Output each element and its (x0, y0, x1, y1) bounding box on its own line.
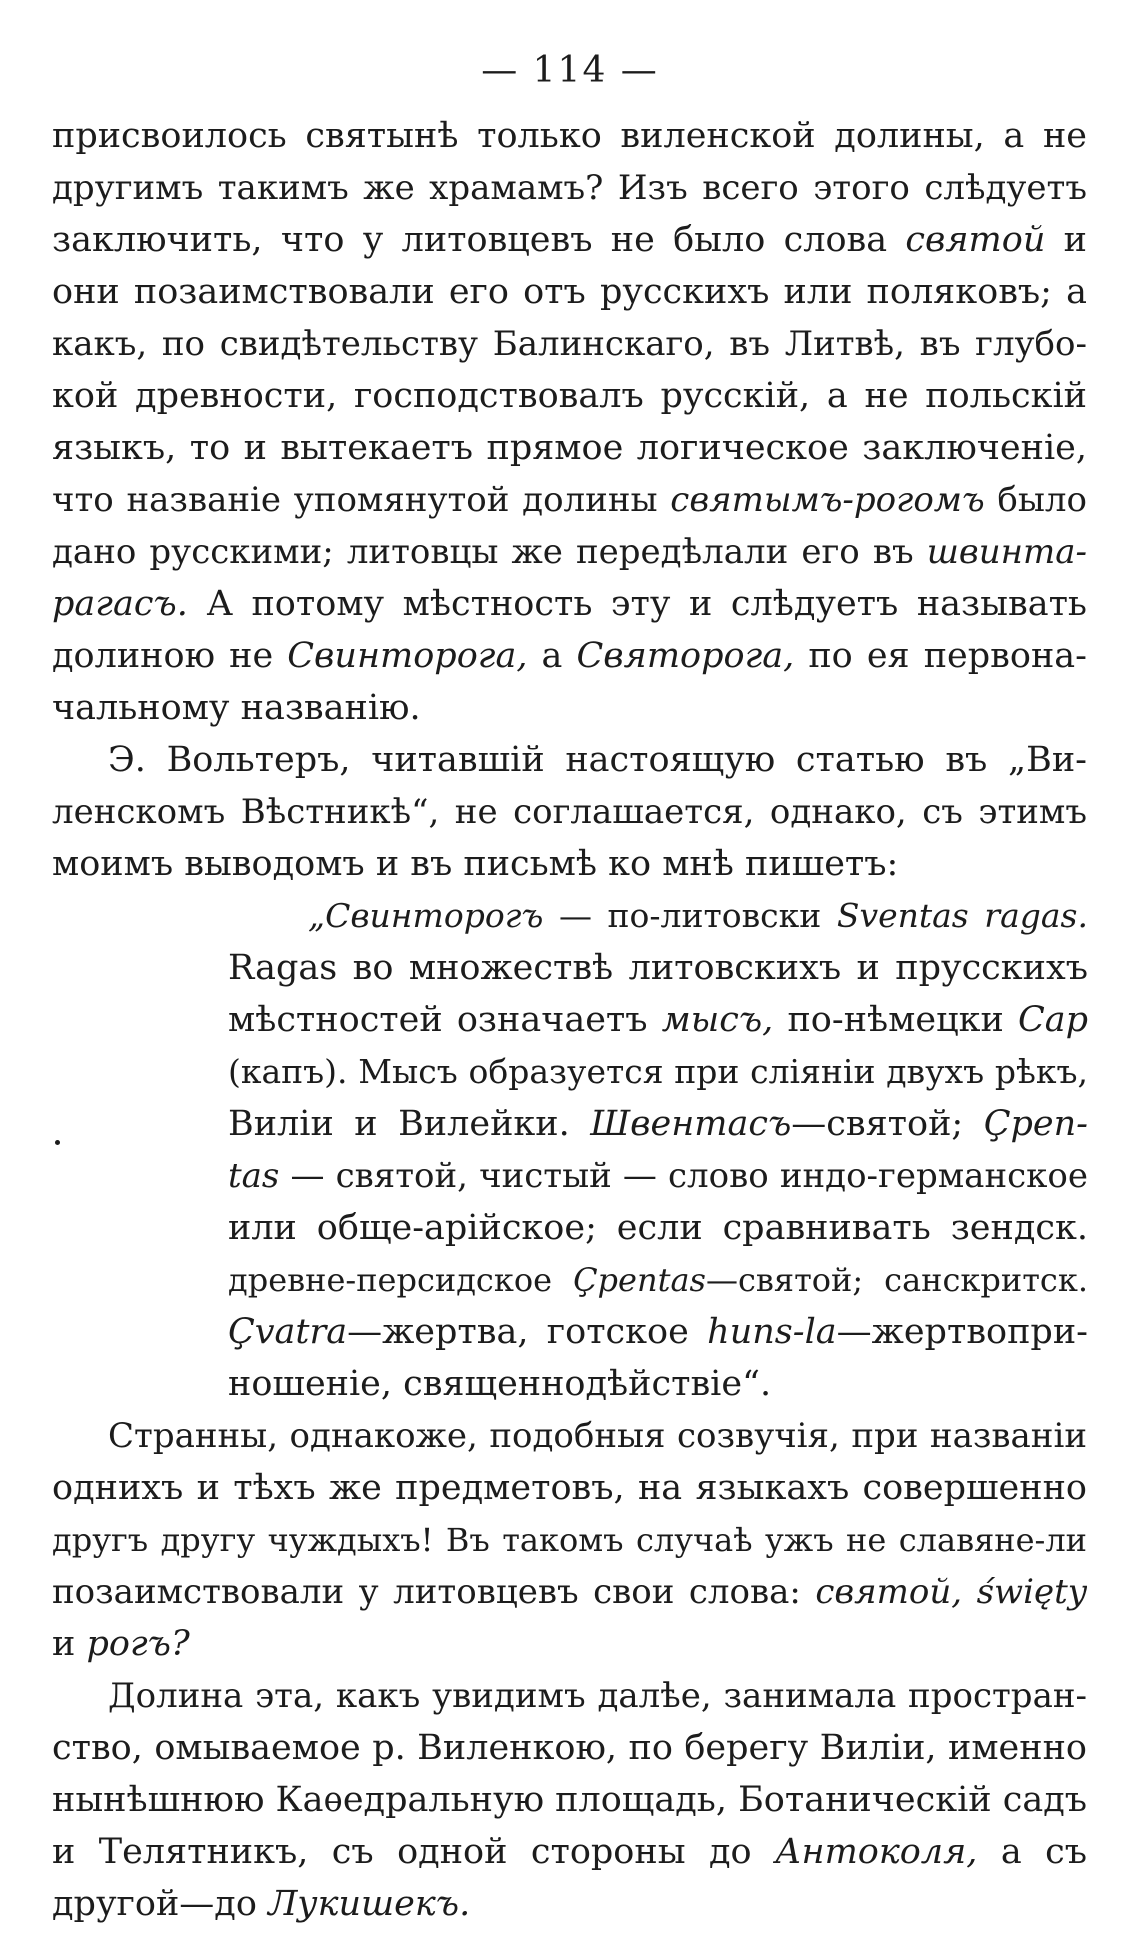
text-line: рагасъ. А потому мѣстность эту и слѣдуетъ называть (52, 584, 1087, 624)
text-line: другой—до Лукишекъ. (52, 1884, 471, 1924)
italic-term: святымъ-рогомъ (670, 480, 985, 520)
text-line: кой древности, господствовалъ русскій, а не польскій (52, 376, 1087, 416)
text-line: позаимствовали у литовцевъ свои слова: святой, święty (52, 1572, 1087, 1612)
text-line: дано русскими; литовцы же передѣлали его въ швинта- (52, 532, 1087, 572)
text-line: ство, омываемое р. Виленкою, по берегу Виліи, именно (52, 1728, 1087, 1768)
text-line: Виліи и Вилейки. Швентасъ—святой; Çpen- (228, 1104, 1088, 1144)
text-line: или обще-арійское; если сравнивать зендск. (228, 1208, 1088, 1248)
text-line: Ragas во множествѣ литовскихъ и прусскихъ (228, 948, 1088, 988)
italic-term: Cap (1017, 1000, 1088, 1040)
text-line: долиною не Свинторога, а Святорога, по ея первона- (52, 636, 1087, 676)
italic-term: „Свинторогъ (308, 896, 544, 935)
italic-term: Швентасъ (590, 1104, 792, 1144)
text-line: tas — святой, чистый — слово индо-германское (228, 1156, 1088, 1196)
text-line: какъ, по свидѣтельству Балинскаго, въ Литвѣ, въ глубо- (52, 324, 1087, 364)
text-line: другъ другу чуждыхъ! Въ такомъ случаѣ ужъ не славяне-ли (52, 1521, 1087, 1559)
paragraph-3 (52, 1410, 1087, 1670)
paragraph-4 (52, 1670, 1087, 1930)
text-line: чальному названію. (52, 688, 421, 728)
text-line: моимъ выводомъ и въ письмѣ ко мнѣ пишетъ: (52, 844, 899, 884)
italic-term: мысъ, (661, 1000, 774, 1040)
text-line: ленскомъ Вѣстникѣ“, не соглашается, однако, съ этимъ (52, 792, 1087, 832)
text-line: „Свинторогъ — по-литовски Sventas ragas. (308, 896, 1088, 935)
paragraph-2 (52, 734, 1087, 890)
text-line: Странны, однакоже, подобныя созвучія, при названіи (108, 1416, 1087, 1456)
italic-term: рагасъ. (52, 584, 188, 624)
text-line: они позаимствовали его отъ русскихъ или поляковъ; а (52, 272, 1087, 312)
text-line: языкъ, то и вытекаетъ прямое логическое заключеніе, (52, 428, 1087, 468)
text-line: Долина эта, какъ увидимъ далѣе, занимала простран- (108, 1676, 1087, 1716)
italic-term: Çpentas (573, 1261, 706, 1299)
text-line: Çvatra—жертва, готское huns-la—жертвопри- (228, 1312, 1088, 1352)
block-quote (228, 890, 1088, 1410)
text-line: ношеніе, священнодѣйствіе“. (228, 1364, 772, 1404)
text-line: древне-персидское Çpentas—святой; санскритск. (228, 1261, 1088, 1299)
italic-term: рогъ? (86, 1624, 190, 1664)
italic-term: Лукишекъ. (268, 1884, 471, 1924)
italic-term: Sventas ragas. (836, 896, 1088, 935)
page-number: — 114 — (481, 50, 659, 91)
text-line: и рогъ? (52, 1624, 190, 1664)
italic-term: Çpen- (983, 1104, 1088, 1144)
text-line: Э. Вольтеръ, читавшій настоящую статью въ „Ви- (108, 740, 1087, 780)
italic-term: tas (228, 1156, 280, 1196)
italic-term: швинта- (926, 532, 1087, 572)
text-line: нынѣшнюю Каѳедральную площадь, Ботаническій садъ (52, 1780, 1087, 1820)
text-line: однихъ и тѣхъ же предметовъ, на языкахъ совершенно (52, 1468, 1087, 1508)
text-line: другимъ такимъ же храмамъ? Изъ всего этого слѣдуетъ (52, 168, 1087, 208)
print-speck (55, 1140, 60, 1145)
italic-term: Антоколя, (775, 1832, 978, 1872)
text-line: (капъ). Мысъ образуется при сліяніи двухъ рѣкъ, (228, 1052, 1088, 1091)
italic-term: святой (905, 220, 1046, 260)
text-line: что названіе упомянутой долины святымъ-рогомъ было (52, 480, 1087, 520)
italic-term: Çvatra (228, 1312, 348, 1352)
text-line: присвоилось святынѣ только виленской долины, а не (52, 116, 1087, 156)
italic-term: Свинторога, (287, 636, 528, 676)
italic-term: huns-la (707, 1312, 837, 1352)
paragraph-1 (52, 110, 1087, 734)
text-line: и Телятникъ, съ одной стороны до Антоколя, а съ (52, 1832, 1087, 1872)
text-line: заключить, что у литовцевъ не было слова святой и (52, 220, 1087, 260)
italic-term: святой, święty (815, 1572, 1087, 1612)
text-line: мѣстностей означаетъ мысъ, по-нѣмецки Cap (228, 1000, 1088, 1040)
italic-term: Святорога, (576, 636, 795, 676)
